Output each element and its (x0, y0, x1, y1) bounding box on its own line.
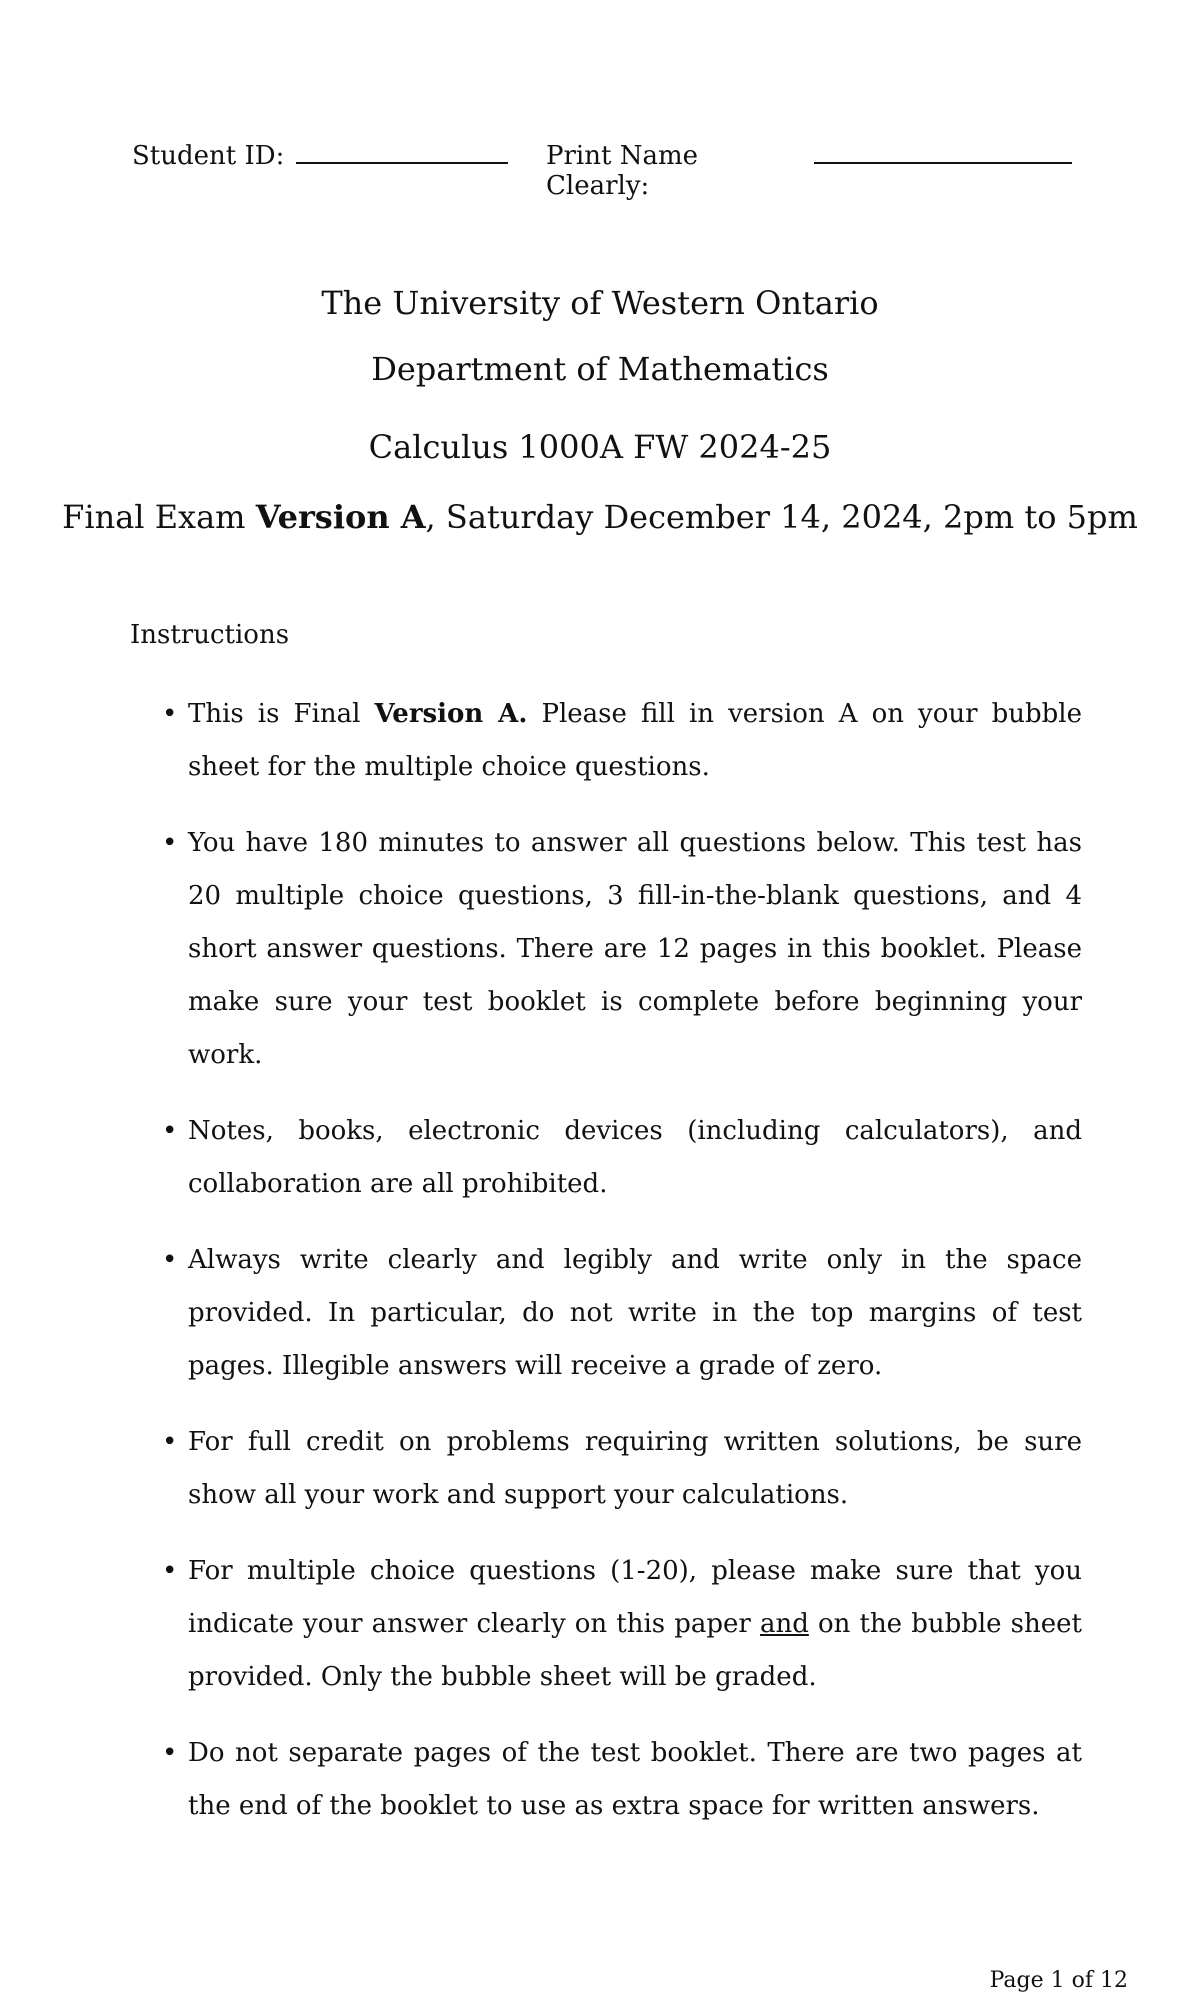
bullet-icon: • (162, 1738, 178, 1768)
bullet-icon: • (162, 699, 178, 729)
bullet-icon: • (162, 1556, 178, 1586)
instruction-text: For full credit on problems requiring written solutions, be sure show all your work and support your calculations. (188, 1427, 1082, 1510)
course-title: Calculus 1000A FW 2024-25 (368, 428, 832, 466)
instruction-text-pre: For multiple choice questions (1-20), please make sure that you indicate your answer clearly on this paper (188, 1556, 1082, 1639)
student-id-blank[interactable] (296, 138, 508, 164)
exam-title-prefix: Final Exam (62, 498, 256, 536)
exam-title (0, 498, 1200, 536)
exam-title-suffix: , Saturday December 14, 2024, 2pm to 5pm (425, 498, 1138, 536)
instruction-text: Always write clearly and legibly and write only in the space provided. In particular, do not write in the top margins of test pages. Illegible answers will receive a grade of zero. (188, 1245, 1082, 1381)
student-id-label: Student ID: (132, 141, 285, 171)
instruction-item (162, 1234, 1082, 1393)
instruction-text-underline: and (759, 1609, 809, 1639)
print-name-blank[interactable] (814, 138, 1072, 164)
header-fields (132, 138, 1072, 201)
instruction-text: Notes, books, electronic devices (including calculators), and collaboration are all prohibited. (188, 1116, 1082, 1199)
department-title: Department of Mathematics (371, 350, 829, 388)
bullet-icon: • (162, 1245, 178, 1275)
instruction-item (162, 817, 1082, 1082)
bullet-icon: • (162, 1116, 178, 1146)
university-title: The University of Western Ontario (321, 284, 879, 322)
bullet-icon: • (162, 1427, 178, 1457)
instruction-text: Do not separate pages of the test booklet. There are two pages at the end of the booklet to use as extra space for written answers. (188, 1738, 1082, 1821)
instruction-item (162, 1416, 1082, 1522)
student-id-field (132, 138, 508, 171)
instructions-heading: Instructions (130, 620, 290, 650)
instruction-item (162, 1727, 1082, 1833)
exam-version: Version A (255, 498, 426, 536)
page-number: Page 1 of 12 (989, 1968, 1128, 1993)
instruction-item (162, 688, 1082, 794)
bullet-icon: • (162, 828, 178, 858)
print-name-field (546, 138, 1072, 201)
instructions-list (162, 688, 1082, 1856)
instruction-text-post: on the bubble sheet provided. Only the bubble sheet will be graded. (188, 1609, 1082, 1692)
instruction-text: You have 180 minutes to answer all questions below. This test has 20 multiple choice questions, 3 fill-in-the-blank questions, and 4 short answer questions. There are 12 pages in this booklet. Please make sure your test booklet is complete before beginning your work. (188, 828, 1082, 1070)
instruction-item (162, 1105, 1082, 1211)
instruction-item (162, 1545, 1082, 1704)
instruction-text-post: Please fill in version A on your bubble sheet for the multiple choice questions. (188, 699, 1082, 782)
instruction-text-bold: Version A. (374, 699, 528, 729)
instruction-text-pre: This is Final (188, 699, 375, 729)
print-name-label: Print Name Clearly: (546, 141, 698, 201)
